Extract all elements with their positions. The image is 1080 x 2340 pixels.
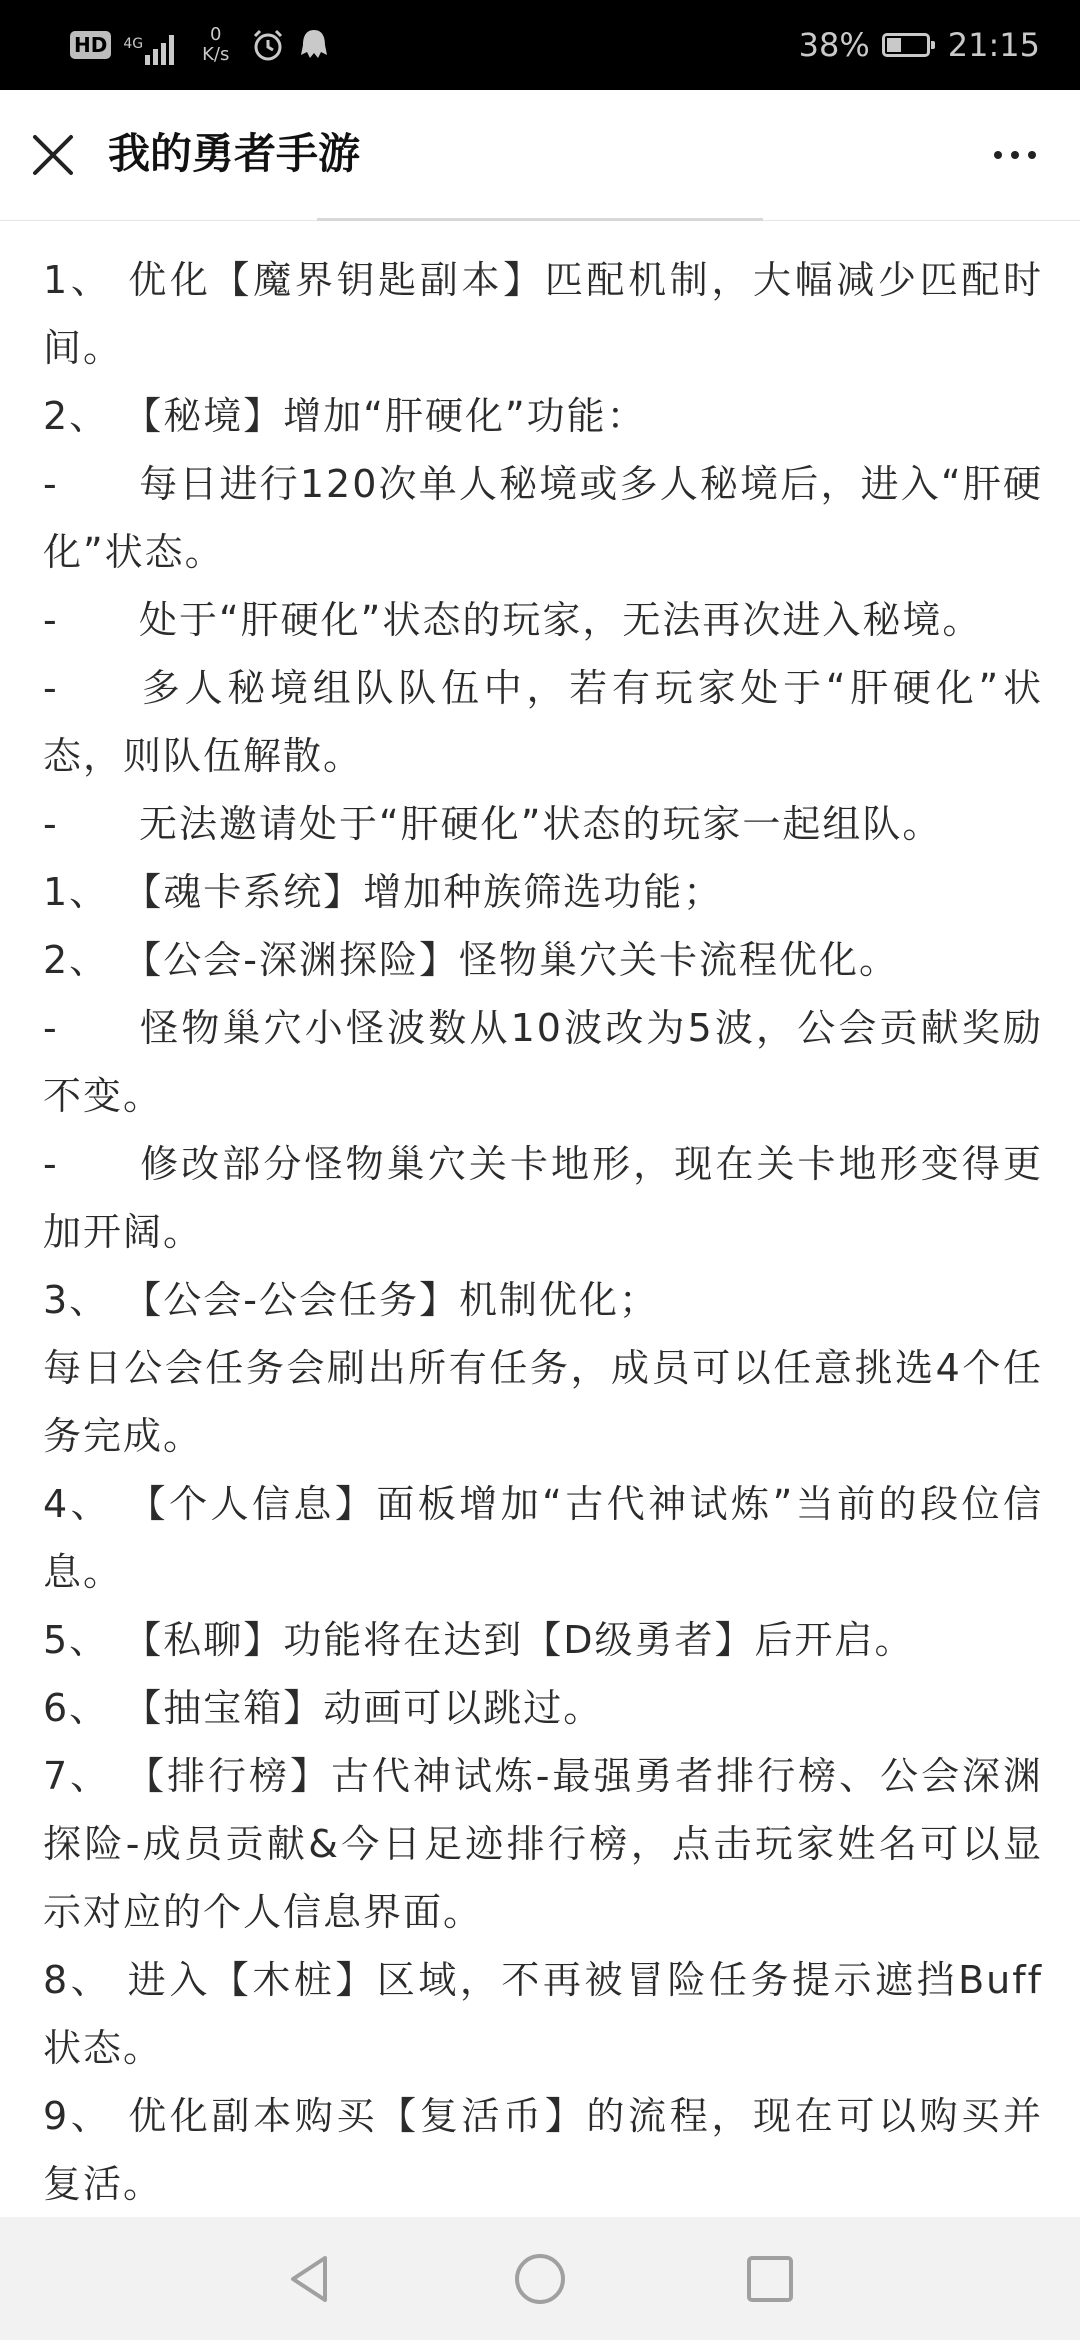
- article-paragraph: [43, 790, 1043, 858]
- clock: 21:15: [947, 26, 1040, 64]
- paragraph-text: 无法邀请处于“肝硬化”状态的玩家一起组队。: [139, 802, 943, 846]
- status-right: [799, 22, 1040, 68]
- paragraph-text: 9、 优化副本购买【复活币】的流程，现在可以购买并复活。: [43, 2094, 1043, 2206]
- battery-percent: 38%: [798, 26, 870, 64]
- article-content: [43, 246, 1043, 2218]
- battery-level: [887, 38, 901, 52]
- close-icon: [25, 127, 81, 183]
- article-paragraph: [43, 1470, 1043, 1606]
- home-icon: [513, 2252, 567, 2306]
- article-paragraph: [43, 586, 1043, 654]
- paragraph-text: 1、 优化【魔界钥匙副本】匹配机制，大幅减少匹配时间。: [43, 258, 1043, 370]
- article-paragraph: [43, 1130, 1043, 1266]
- paragraph-text: 每日进行120次单人秘境或多人秘境后，进入“肝硬化”状态。: [43, 462, 1043, 574]
- bullet-dash: -: [43, 1006, 59, 1050]
- system-nav-bar: [0, 2217, 1080, 2340]
- home-button[interactable]: [510, 2249, 570, 2309]
- article-paragraph: [43, 926, 1043, 994]
- bullet-dash: -: [43, 462, 59, 506]
- article-paragraph: [43, 2082, 1043, 2218]
- article-paragraph: [43, 1606, 1043, 1674]
- recents-button[interactable]: [740, 2249, 800, 2309]
- article-paragraph: [43, 1674, 1043, 1742]
- paragraph-text: 怪物巢穴小怪波数从10波改为5波，公会贡献奖励不变。: [43, 1006, 1043, 1118]
- reading-progress-fill: [317, 218, 763, 221]
- paragraph-text: 修改部分怪物巢穴关卡地形，现在关卡地形变得更加开阔。: [43, 1142, 1043, 1254]
- paragraph-text: 4、 【个人信息】面板增加“古代神试炼”当前的段位信息。: [43, 1482, 1043, 1594]
- paragraph-text: 8、 进入【木桩】区域，不再被冒险任务提示遮挡Buff状态。: [43, 1958, 1043, 2070]
- paragraph-text: 3、 【公会-公会任务】机制优化；: [43, 1278, 659, 1322]
- bullet-dash: -: [43, 598, 59, 642]
- status-left-icons: [70, 18, 331, 72]
- recents-icon: [745, 2254, 795, 2304]
- notification-ghost-icon: [297, 27, 331, 63]
- top-nav-bar: [0, 90, 1080, 221]
- article-paragraph: [43, 994, 1043, 1130]
- paragraph-text: 2、 【公会-深渊探险】怪物巢穴关卡流程优化。: [43, 938, 899, 982]
- back-button[interactable]: [280, 2249, 340, 2309]
- paragraph-text: 5、 【私聊】功能将在达到【D级勇者】后开启。: [43, 1618, 915, 1662]
- paragraph-text: 处于“肝硬化”状态的玩家，无法再次进入秘境。: [139, 598, 983, 642]
- article-paragraph: [43, 1266, 1043, 1334]
- alarm-icon: [251, 28, 285, 62]
- article-paragraph: [43, 858, 1043, 926]
- paragraph-text: 6、 【抽宝箱】动画可以跳过。: [43, 1686, 604, 1730]
- article-paragraph: [43, 1742, 1043, 1946]
- article-paragraph: [43, 450, 1043, 586]
- paragraph-text: 1、 【魂卡系统】增加种族筛选功能；: [43, 870, 724, 914]
- paragraph-text: 2、 【秘境】增加“肝硬化”功能：: [43, 394, 647, 438]
- bullet-dash: -: [43, 666, 59, 710]
- reading-progress-bar: [317, 218, 763, 221]
- more-icon: [994, 151, 1002, 159]
- article-paragraph: [43, 246, 1043, 382]
- bullet-dash: -: [43, 802, 59, 846]
- paragraph-text: 7、 【排行榜】古代神试炼-最强勇者排行榜、公会深渊探险-成员贡献&今日足迹排行榜，点击玩家姓名可以显示对应的个人信息界面。: [43, 1754, 1043, 1934]
- more-button[interactable]: [980, 130, 1050, 180]
- status-bar: [0, 0, 1080, 90]
- page-title: 我的勇者手游: [108, 129, 361, 178]
- back-icon: [285, 2252, 335, 2306]
- article-paragraph: [43, 1946, 1043, 2082]
- article-paragraph: [43, 382, 1043, 450]
- hd-icon: HD: [70, 31, 111, 59]
- close-button[interactable]: [25, 127, 81, 183]
- network-speed: 0 K/s: [202, 24, 230, 65]
- paragraph-text: 每日公会任务会刷出所有任务，成员可以任意挑选4个任务完成。: [43, 1346, 1043, 1458]
- signal-icon: 4G: [123, 25, 174, 65]
- paragraph-text: 多人秘境组队队伍中，若有玩家处于“肝硬化”状态，则队伍解散。: [43, 666, 1043, 778]
- article-paragraph: [43, 654, 1043, 790]
- battery-icon: [882, 33, 930, 57]
- bullet-dash: -: [43, 1142, 59, 1186]
- article-paragraph: [43, 1334, 1043, 1470]
